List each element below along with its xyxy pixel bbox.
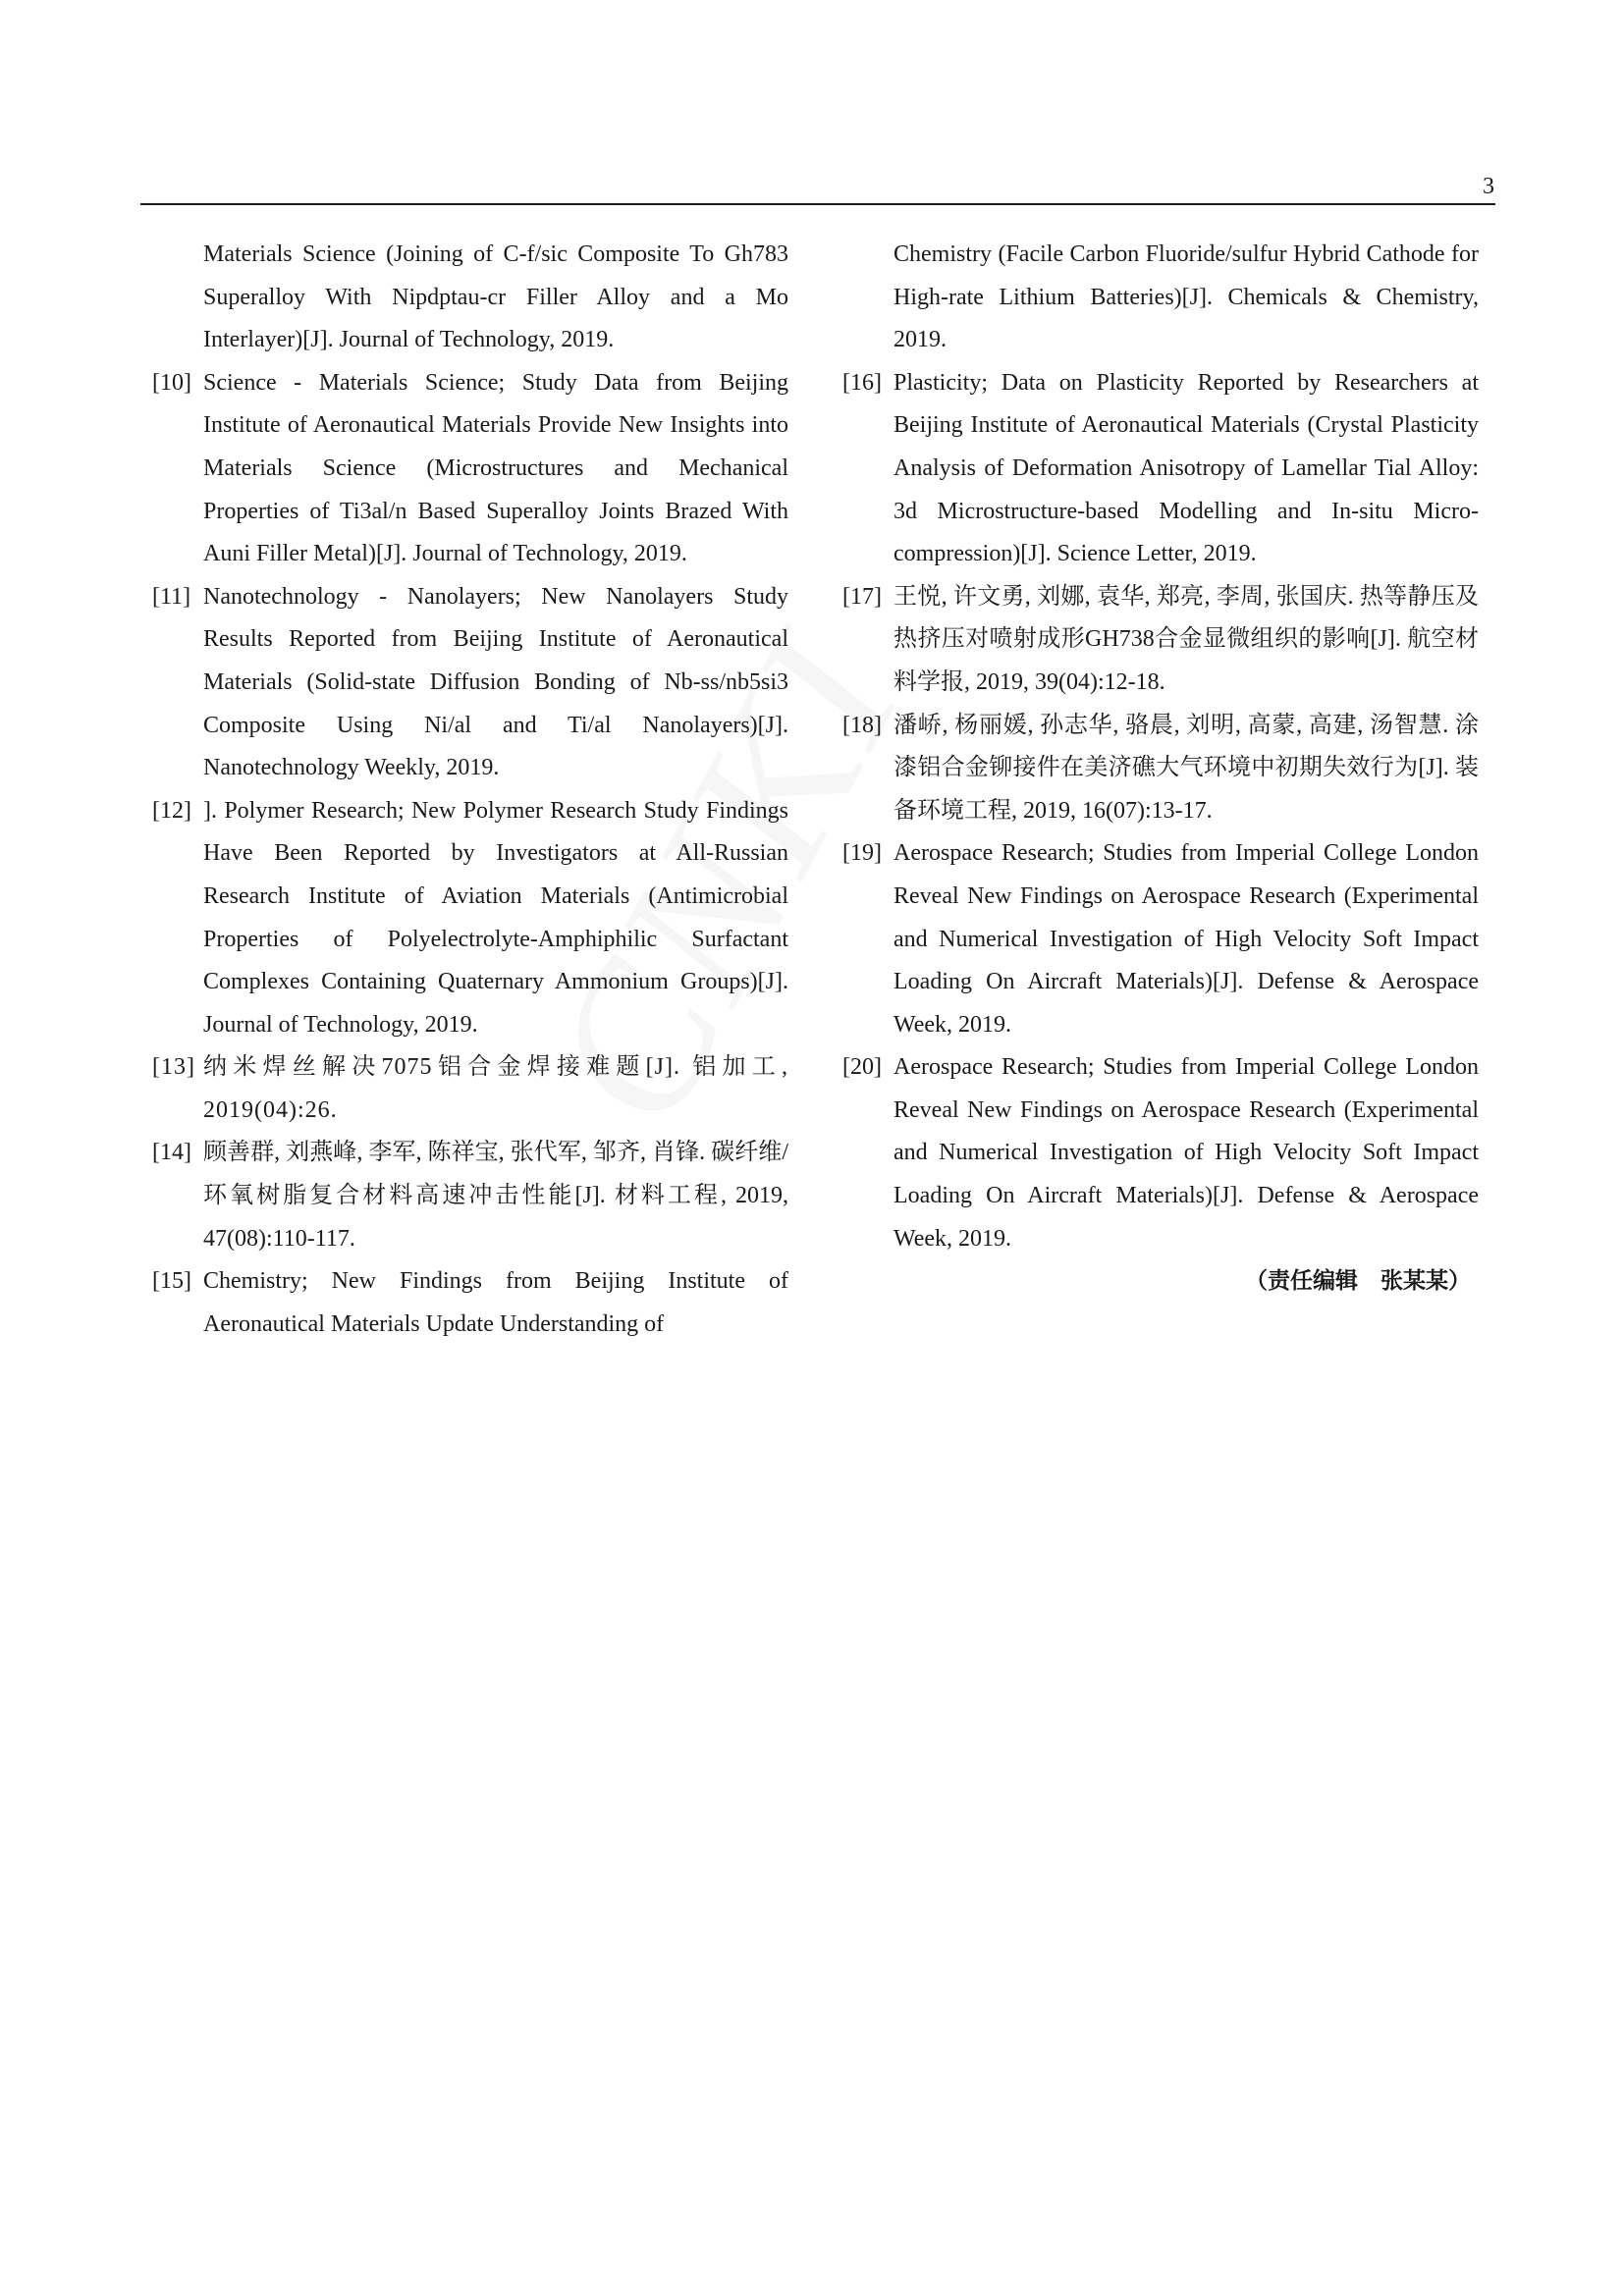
reference-number: [20] — [842, 1054, 882, 1081]
reference-text: 顾善群, 刘燕峰, 李军, 陈祥宝, 张代军, 邹齐, 肖锋. 碳纤维/环氧树脂复合材料高速冲击性能[J]. 材料工程, 2019, 47(08):110-117. — [203, 1140, 788, 1252]
reference-18 — [842, 705, 1479, 833]
reference-19 — [842, 832, 1479, 1046]
reference-16 — [842, 362, 1479, 576]
right-column — [842, 234, 1479, 1304]
left-column — [152, 234, 788, 1346]
responsible-editor: （责任编辑 张某某） — [1245, 1268, 1471, 1295]
reference-continued — [152, 234, 788, 362]
reference-text: Materials Science (Joining of C-f/sic Composite To Gh783 Superalloy With Nipdptau-cr Filler Alloy and a Mo Interlayer)[J]. Journal of Technology, 2019. — [203, 241, 788, 353]
reference-text: 潘峤, 杨丽媛, 孙志华, 骆晨, 刘明, 高蒙, 高建, 汤智慧. 涂漆铝合金铆接件在美济礁大气环境中初期失效行为[J]. 装备环境工程, 2019, 16(07):13-17. — [893, 712, 1479, 824]
reference-text: Aerospace Research; Studies from Imperial College London Reveal New Findings on Aerospace Research (Experimental and Numerical Investigation of High Velocity Soft Impact Loading On Aircraft Materials)[J]. Defense & Aerospace Week, 2019. — [893, 840, 1479, 1038]
reference-14 — [152, 1132, 788, 1260]
reference-15 — [152, 1260, 788, 1346]
reference-20 — [842, 1046, 1479, 1260]
reference-text: Chemistry (Facile Carbon Fluoride/sulfur Hybrid Cathode for High-rate Lithium Batteries)[J]. Chemicals & Chemistry, 2019. — [893, 241, 1479, 353]
reference-text: Chemistry; New Findings from Beijing Institute of Aeronautical Materials Update Understanding of — [203, 1268, 788, 1337]
reference-text: Aerospace Research; Studies from Imperial College London Reveal New Findings on Aerospace Research (Experimental and Numerical Investigation of High Velocity Soft Impact Loading On Aircraft Materials)[J]. Defense & Aerospace Week, 2019. — [893, 1054, 1479, 1252]
reference-13 — [152, 1046, 788, 1132]
reference-text: 纳米焊丝解决7075铝合金焊接难题[J]. 铝加工, 2019(04):26. — [203, 1054, 788, 1123]
reference-text: Science - Materials Science; Study Data from Beijing Institute of Aeronautical Materials Provide New Insights into Materials Science (Microstructures and Mechanical Properties of Ti3al/n Based Superalloy Joints Brazed With Auni Filler Metal)[J]. Journal of Technology, 2019. — [203, 369, 788, 567]
reference-number: [11] — [152, 583, 191, 610]
reference-17 — [842, 576, 1479, 705]
reference-number: [14] — [152, 1140, 191, 1166]
reference-text: Plasticity; Data on Plasticity Reported by Researchers at Beijing Institute of Aeronautical Materials (Crystal Plasticity Analysis of Deformation Anisotropy of Lamellar Tial Alloy: 3d Microstructure-based Modelling and In-situ Micro-compression)[J]. Science Letter, 2019. — [893, 369, 1479, 567]
reference-text: 王悦, 许文勇, 刘娜, 袁华, 郑亮, 李周, 张国庆. 热等静压及热挤压对喷射成形GH738合金显微组织的影响[J]. 航空材料学报, 2019, 39(04):12-18. — [893, 583, 1479, 695]
reference-number: [12] — [152, 797, 191, 824]
reference-number: [17] — [842, 583, 882, 610]
reference-12 — [152, 790, 788, 1047]
reference-number: [18] — [842, 712, 882, 738]
reference-number: [16] — [842, 369, 882, 396]
reference-number: [13] — [152, 1054, 195, 1081]
reference-11 — [152, 576, 788, 790]
header-rule — [140, 203, 1495, 205]
reference-number: [10] — [152, 369, 191, 396]
reference-continued — [842, 234, 1479, 362]
reference-10 — [152, 362, 788, 576]
page-number: 3 — [1483, 174, 1494, 199]
reference-text: Nanotechnology - Nanolayers; New Nanolayers Study Results Reported from Beijing Institute of Aeronautical Materials (Solid-state Diffusion Bonding of Nb-ss/nb5si3 Composite Using Ni/al and Ti/al Nanolayers)[J]. Nanotechnology Weekly, 2019. — [203, 583, 788, 781]
reference-number: [19] — [842, 840, 882, 867]
reference-text: ]. Polymer Research; New Polymer Research Study Findings Have Been Reported by Investigators at All-Russian Research Institute of Aviation Materials (Antimicrobial Properties of Polyelectrolyte-Amphiphilic Surfactant Complexes Containing Quaternary Ammonium Groups)[J]. Journal of Technology, 2019. — [203, 797, 788, 1038]
reference-number: [15] — [152, 1268, 191, 1295]
